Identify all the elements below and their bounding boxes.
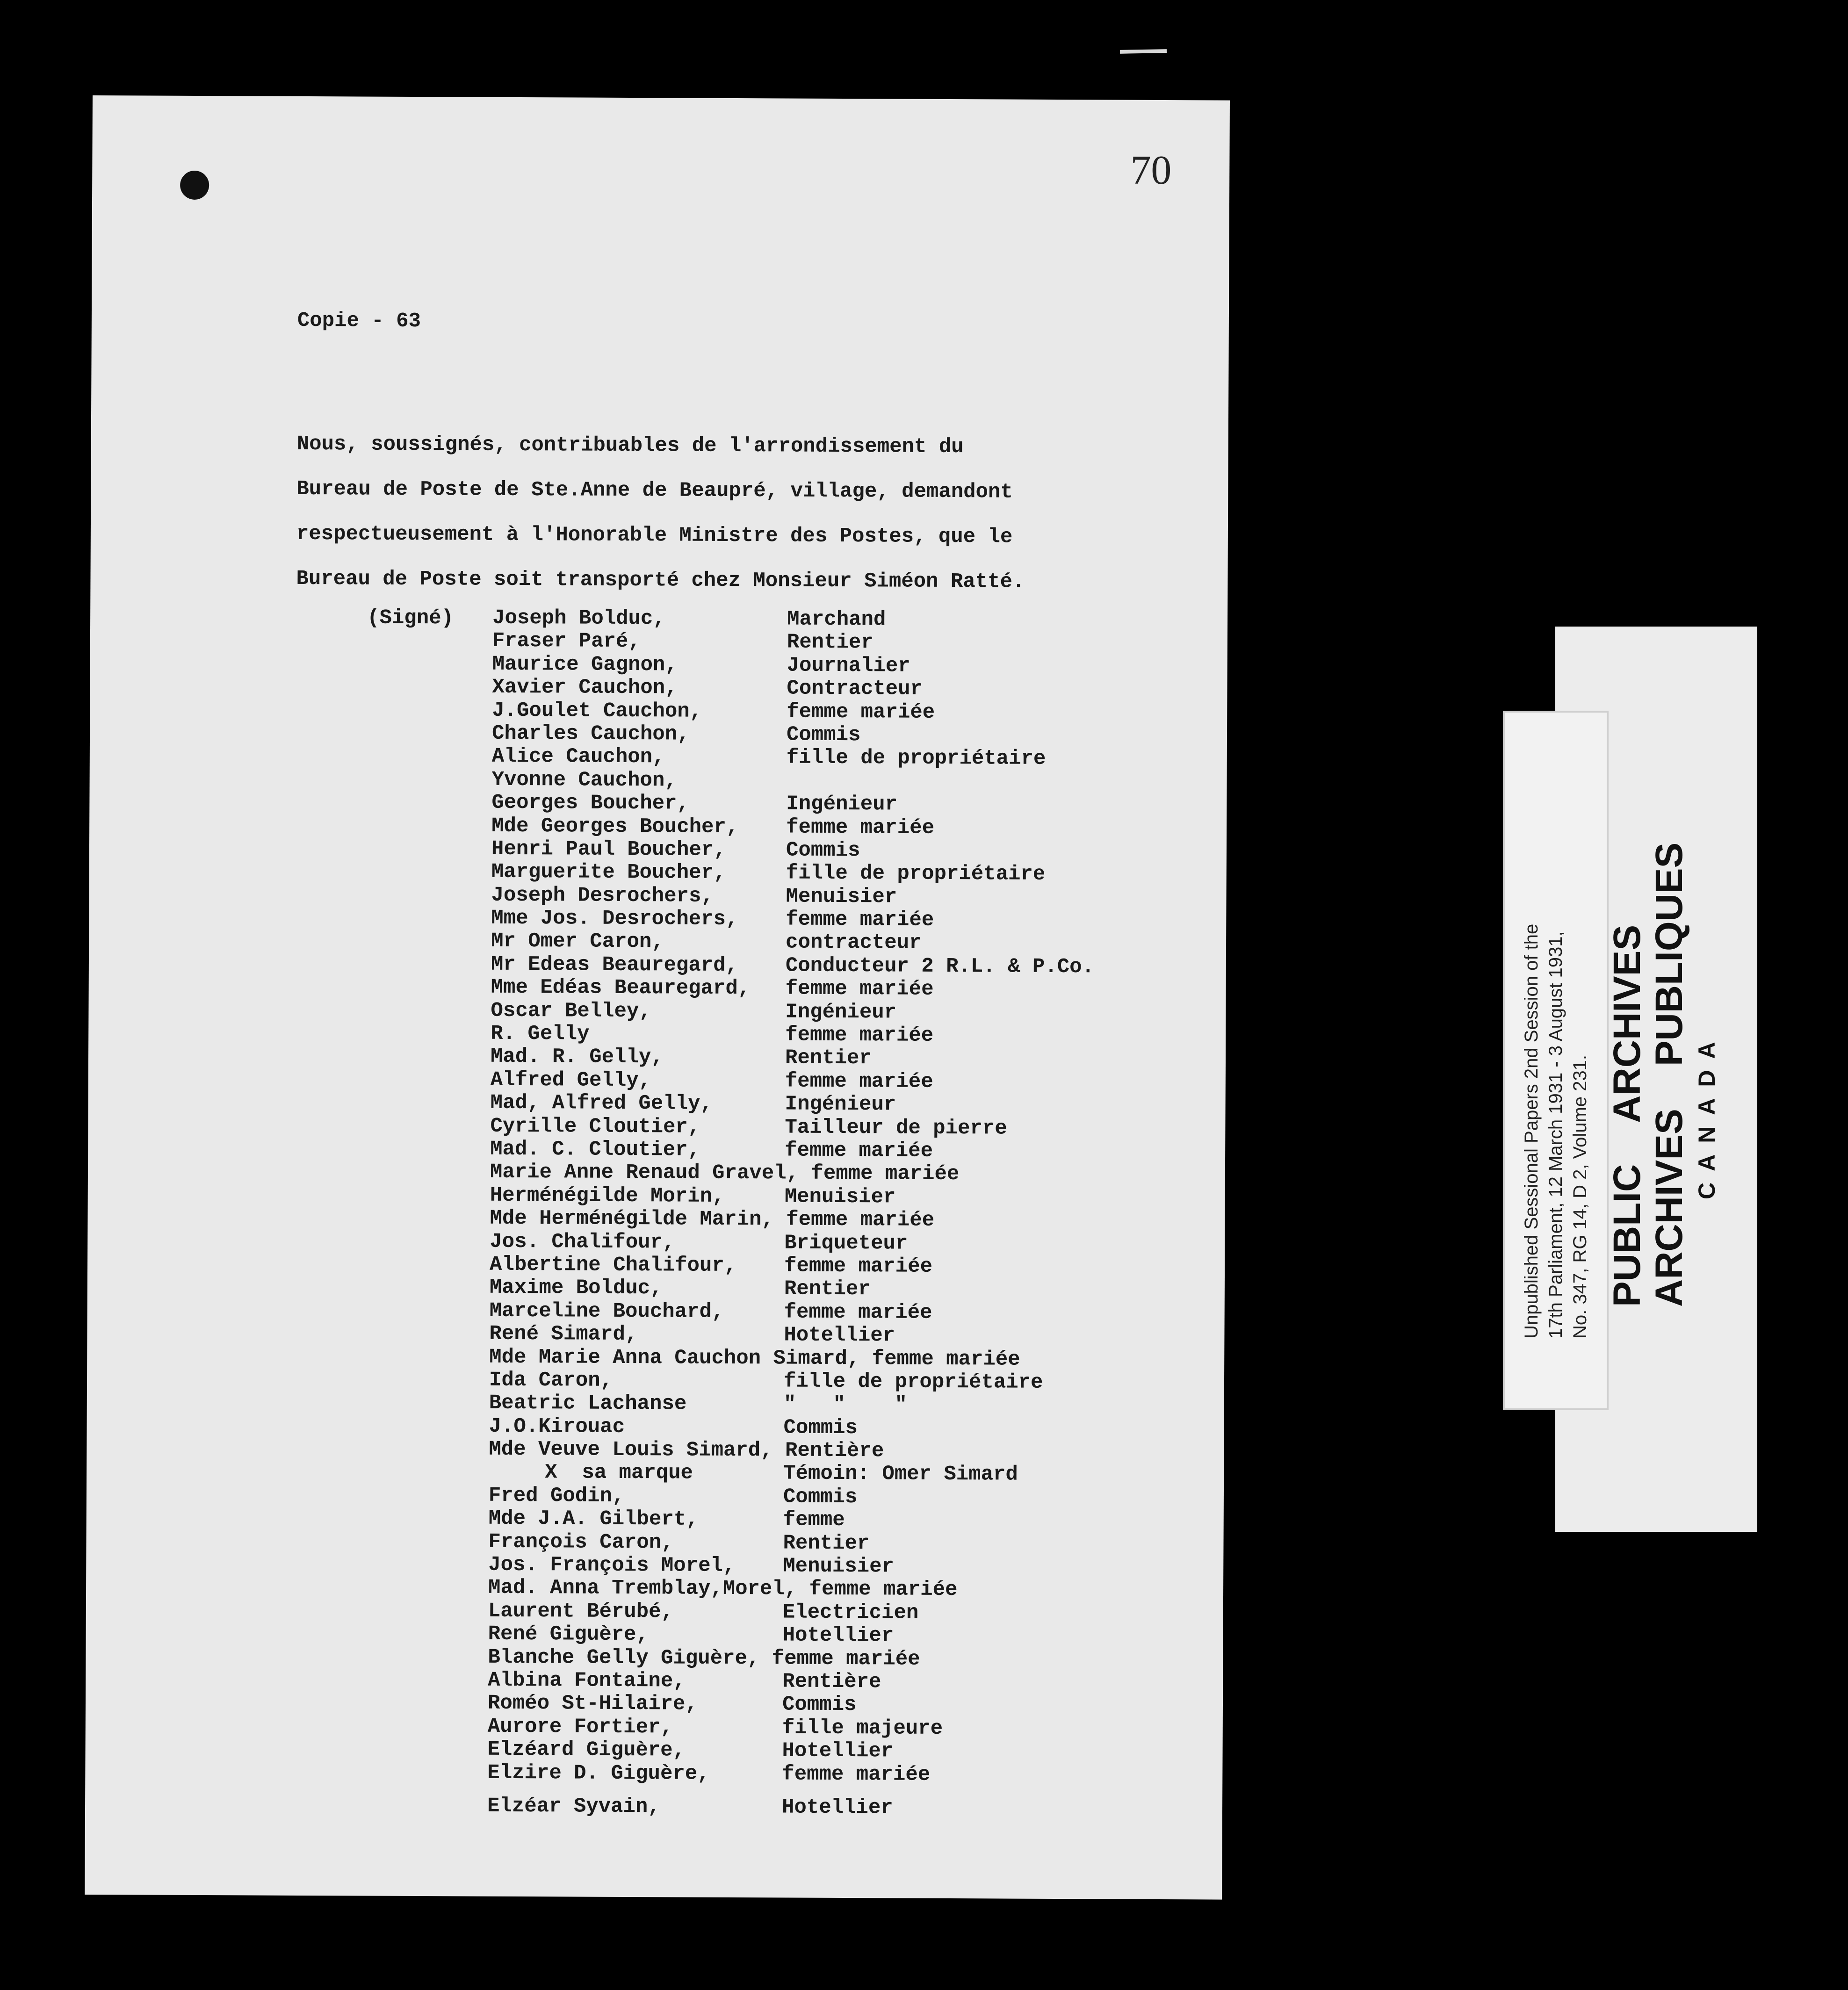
signatory-list <box>487 606 1095 1820</box>
signatory-occupation: contracteur <box>785 930 922 955</box>
signatory-occupation: fille de propriétaire <box>786 861 1046 887</box>
signatory-occupation: Rentière <box>782 1670 881 1694</box>
signatory-name: Marie Anne Renaud Gravel, femme mariée <box>490 1161 960 1186</box>
signatory-name: Mr Edeas Beauregard, <box>491 952 738 977</box>
signatory-occupation: Témoin: Omer Simard <box>783 1462 1018 1487</box>
signatory-name: Ida Caron, <box>489 1368 613 1392</box>
signatory-name: Cyrille Cloutier, <box>490 1114 700 1139</box>
signatory-occupation: Hotellier <box>782 1623 894 1648</box>
signatory-occupation: Hotellier <box>784 1323 895 1348</box>
signatory-name: René Giguère, <box>488 1622 649 1647</box>
signatory-occupation: " " " <box>783 1392 907 1417</box>
signatory-name: Mad. C. Cloutier, <box>490 1137 700 1162</box>
citation-line: 17th Parliament, 12 March 1931 - 3 August 1931, <box>1545 931 1566 1339</box>
signatory-name: Joseph Desrochers, <box>491 883 714 908</box>
signatory-occupation: femme mariée <box>785 1139 933 1163</box>
signatory-occupation: Ingénieur <box>786 792 898 816</box>
petition-line: Bureau de Poste soit transporté chez Monsieur Siméon Ratté. <box>296 567 1025 594</box>
signatory-name: J.O.Kirouac <box>489 1414 625 1439</box>
signatory-occupation: Ingénieur <box>785 1092 896 1117</box>
signatory-name: Maurice Gagnon, <box>492 652 678 677</box>
signatory-name: François Caron, <box>488 1530 674 1555</box>
signatory-occupation: femme mariée <box>784 1300 932 1325</box>
citation-line: Unpublished Sessional Papers 2nd Session of the <box>1521 923 1542 1339</box>
signatory-name: Mad, Alfred Gelly, <box>490 1091 713 1116</box>
citation-line: No. 347, RG 14, D 2, Volume 231. <box>1570 1054 1590 1339</box>
signatory-occupation: Briqueteur <box>784 1231 908 1255</box>
signatory-name: Beatric Lachanse <box>489 1392 687 1416</box>
signatory-occupation: fille de propriétaire <box>786 746 1046 771</box>
signatory-name: Mme Edéas Beauregard, <box>491 975 751 1001</box>
signatory-occupation: Menuisier <box>784 1185 896 1209</box>
signatory-name: René Simard, <box>489 1322 638 1347</box>
signatory-name: Mde Marie Anna Cauchon Simard, femme mariée <box>489 1345 1020 1371</box>
signatory-name: Mad. R. Gelly, <box>490 1045 664 1069</box>
signatory-name: Mde Georges Boucher, <box>491 814 739 839</box>
signatory-name: Alfred Gelly, <box>490 1068 651 1093</box>
signatory-name: R. Gelly <box>491 1022 590 1046</box>
petition-text <box>296 422 1025 605</box>
signatory-name: Georges Boucher, <box>491 791 689 815</box>
signatory-occupation: Menuisier <box>786 885 897 909</box>
signatory-name: Elzéard Giguère, <box>487 1738 686 1762</box>
public-archives-label <box>1606 821 1723 1335</box>
punch-hole <box>180 171 209 200</box>
signatory-occupation: Rentier <box>784 1277 871 1301</box>
petition-line: Nous, soussignés, contribuables de l'arrondissement du <box>296 432 964 459</box>
signatory-name: Herménégilde Morin, <box>490 1183 725 1208</box>
archive-name-english: PUBLIC ARCHIVES <box>1606 924 1648 1307</box>
signatory-name: J.Goulet Cauchon, <box>492 699 702 723</box>
signatory-name: Jos. Chalifour, <box>490 1230 675 1255</box>
signatory-occupation: femme mariée <box>787 700 935 724</box>
signatory-name: Joseph Bolduc, <box>492 606 665 631</box>
signatory-name: Yvonne Cauchon, <box>491 768 677 793</box>
signatory-occupation: Ingénieur <box>785 1000 897 1024</box>
signatory-name: Henri Paul Boucher, <box>491 837 726 862</box>
archive-citation <box>1519 782 1592 1339</box>
signatory-name: Alice Cauchon, <box>491 745 665 769</box>
signatory-occupation: femme mariée <box>785 1069 933 1094</box>
signatory-occupation: fille majeure <box>782 1716 943 1740</box>
signatory-name: Roméo St-Hilaire, <box>487 1692 698 1716</box>
signatory-name: Jos. François Morel, <box>488 1553 736 1578</box>
document-page <box>85 95 1230 1900</box>
signatory-name: Aurore Fortier, <box>487 1715 673 1739</box>
signatory-occupation: fille de propriétaire <box>783 1370 1043 1394</box>
signatory-occupation: femme <box>783 1508 845 1532</box>
signatory-name: Mde J.A. Gilbert, <box>488 1507 699 1531</box>
signatory-occupation: Conducteur 2 R.L. & P.Co. <box>785 954 1095 979</box>
signatory-occupation: Commis <box>782 1693 857 1717</box>
signatory-occupation: Commis <box>786 838 860 863</box>
corner-scan-mark <box>1120 49 1167 54</box>
signatory-name: Oscar Belley, <box>491 999 651 1023</box>
signatory-occupation: Rentier <box>783 1531 870 1555</box>
archive-name-french: ARCHIVES PUBLIQUES <box>1648 842 1690 1307</box>
signatory-occupation: Hotellier <box>781 1795 893 1820</box>
signatory-occupation: Marchand <box>787 607 886 632</box>
signatory-name: Laurent Bérubé, <box>488 1599 674 1624</box>
signatory-occupation: femme mariée <box>782 1762 931 1787</box>
signatory-name: Xavier Cauchon, <box>492 675 678 700</box>
signatory-occupation: Contracteur <box>787 677 923 701</box>
copy-label: Copie - 63 <box>297 309 421 333</box>
signatory-name: Mde Veuve Louis Simard, Rentière <box>489 1437 884 1463</box>
signatory-name: Fraser Paré, <box>492 629 641 654</box>
signed-label: (Signé) <box>367 606 454 630</box>
signatory-name: Charles Cauchon, <box>491 721 690 746</box>
signatory-occupation: Hotellier <box>782 1739 894 1763</box>
signatory-name: Albertine Chalifour, <box>489 1253 737 1277</box>
signatory-occupation: Journalier <box>787 654 910 678</box>
signatory-name: Elzire D. Giguère, <box>487 1761 710 1786</box>
signatory-name: Marceline Bouchard, <box>489 1299 724 1324</box>
signatory-name: Fred Godin, <box>488 1484 625 1508</box>
signatory-occupation: Electricien <box>782 1601 919 1625</box>
signatory-occupation: femme mariée <box>785 1023 934 1047</box>
signatory-occupation: femme mariée <box>786 908 934 932</box>
signatory-occupation: Rentier <box>787 630 873 655</box>
petition-line: Bureau de Poste de Ste.Anne de Beaupré, village, demandont <box>296 477 1013 504</box>
signatory-name: X sa marque <box>545 1461 693 1485</box>
signatory-occupation: Menuisier <box>783 1554 895 1579</box>
signatory-occupation: Commis <box>783 1416 858 1440</box>
signatory-name: Maxime Bolduc, <box>489 1276 663 1300</box>
page-number: 70 <box>1130 147 1172 194</box>
signatory-occupation: femme mariée <box>786 815 935 840</box>
archive-country: CANADA <box>1694 1031 1720 1199</box>
signatory-name: Albina Fontaine, <box>488 1668 686 1693</box>
signatory-occupation: femme mariée <box>785 977 934 1002</box>
signatory-name: Mr Omer Caron, <box>491 930 664 954</box>
signatory-occupation: Rentier <box>785 1046 872 1070</box>
signatory-name: Mad. Anna Tremblay,Morel, femme mariée <box>488 1576 958 1602</box>
signatory-name: Marguerite Boucher, <box>491 860 726 885</box>
signatory-occupation: Tailleur de pierre <box>785 1116 1007 1140</box>
signatory-occupation: femme mariée <box>784 1254 933 1278</box>
signatory-occupation: Commis <box>786 723 861 747</box>
signatory-name: Mde Herménégilde Marin, femme mariée <box>490 1206 935 1233</box>
signatory-name: Blanche Gelly Giguère, femme mariée <box>488 1645 920 1671</box>
signatory-occupation: Commis <box>783 1485 858 1509</box>
signatory-name: Elzéar Syvain, <box>487 1794 660 1819</box>
signatory-name: Mme Jos. Desrochers, <box>491 906 738 931</box>
petition-line: respectueusement à l'Honorable Ministre des Postes, que le <box>296 522 1013 549</box>
